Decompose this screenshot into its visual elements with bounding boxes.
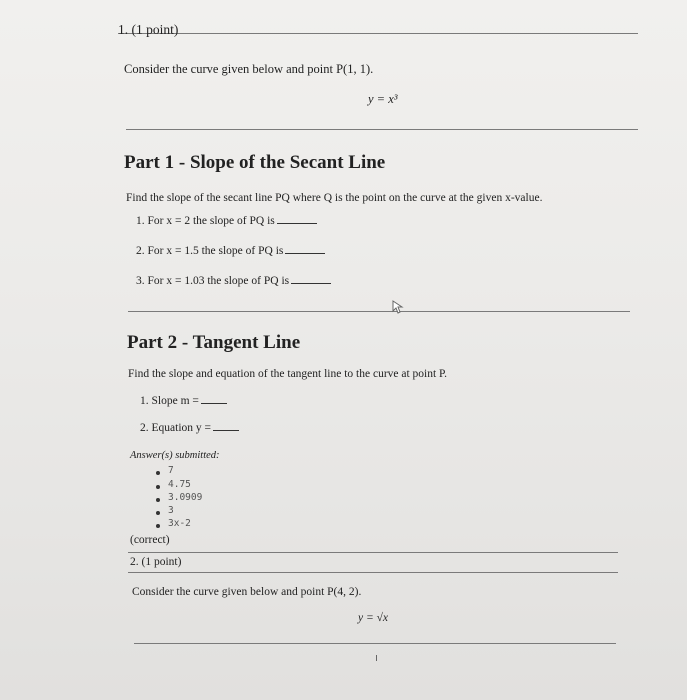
answers-label: Answer(s) submitted:	[130, 450, 220, 461]
divider	[126, 129, 638, 130]
divider	[118, 33, 638, 34]
part2-item-2	[140, 422, 239, 434]
answer-item: 7	[168, 465, 174, 476]
item-label: 1. Slope m =	[140, 395, 199, 407]
item-label: 1. For x = 2 the slope of PQ is	[136, 215, 275, 227]
part2-title: Part 2 - Tangent Line	[127, 332, 301, 353]
curve-equation: y = x³	[368, 92, 398, 106]
item-label: 2. For x = 1.5 the slope of PQ is	[136, 245, 284, 257]
curve-equation: y = √x	[358, 612, 389, 624]
text-cursor-icon	[376, 655, 377, 661]
answer-item: 3x-2	[168, 518, 191, 529]
bullet	[156, 471, 160, 475]
answer-blank[interactable]	[201, 402, 227, 404]
item-label: 2. Equation y =	[140, 422, 212, 434]
answer-item: 4.75	[168, 479, 191, 490]
problem-number: 2. (1 point)	[130, 556, 182, 568]
mouse-cursor-icon	[392, 300, 404, 314]
part2-item-1	[140, 395, 227, 407]
status-text: (correct)	[130, 534, 170, 546]
answer-blank[interactable]	[285, 252, 325, 254]
part1-item-3	[136, 275, 331, 287]
answer-blank[interactable]	[277, 222, 317, 224]
divider	[128, 552, 618, 553]
part1-item-2	[136, 245, 325, 257]
part2-instruction: Find the slope and equation of the tangent line to the curve at point P.	[128, 368, 448, 380]
answer-blank[interactable]	[213, 429, 239, 431]
answer-item: 3	[168, 505, 174, 516]
problem-statement: Consider the curve given below and point P(4, 2).	[132, 586, 362, 598]
answer-item: 3.0909	[168, 492, 203, 503]
part1-item-1	[136, 215, 317, 227]
divider	[128, 311, 630, 312]
divider	[134, 643, 616, 644]
divider	[128, 572, 618, 573]
bullet	[156, 511, 160, 515]
problem-number: 1. (1 point)	[118, 22, 179, 37]
bullet	[156, 524, 160, 528]
bullet	[156, 498, 160, 502]
problem-statement: Consider the curve given below and point P(1, 1).	[124, 62, 374, 76]
part1-title: Part 1 - Slope of the Secant Line	[124, 152, 386, 173]
bullet	[156, 485, 160, 489]
item-label: 3. For x = 1.03 the slope of PQ is	[136, 275, 290, 287]
answer-blank[interactable]	[291, 282, 331, 284]
part1-instruction: Find the slope of the secant line PQ where Q is the point on the curve at the given x-value.	[126, 192, 543, 204]
